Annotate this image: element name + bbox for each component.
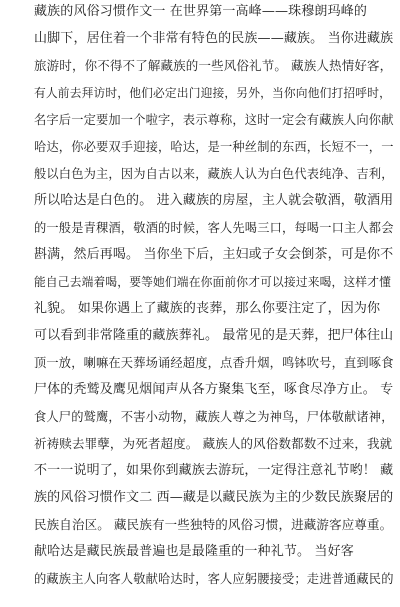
text-line: 献哈达是藏民族最普遍也是最隆重的一种礼节。 当好客 [34,544,354,559]
text-line: 能自己去端着喝，要等她们端在你面前你才可以接过来喝，这样才懂 [34,275,391,289]
text-line: 哈达，你必要双手迎接，哈达，是一种丝制的东西，长短不一，一 [34,140,394,154]
text-line: 祈祷赎去罪孽，为死者超度。 藏族人的风俗数都数不过来，我就 [34,436,393,451]
text-line: 不一一说明了，如果你到藏族去游玩，一定得注意礼节哟！ 藏 [34,463,394,478]
text-line: 食人尸的鹫鹰，不害小动物，藏族人尊之为神鸟，尸体敬献诸神， [34,410,394,424]
text-line: 顶一放，喇嘛在天葬场诵经超度，点香升烟，鸣钵吹号，直到啄食 [34,356,394,370]
text-line: 尸体的秃鹫及鹰见烟闻声从各方聚集飞至，啄食尽净方止。 专 [34,382,394,397]
text-line: 所以哈达是白色的。 进入藏族的房屋，主人就会敬酒，敬酒用 [34,193,394,208]
text-line: 斟满，然后再喝。 当你坐下后，主妇或子女会倒茶，可是你不 [34,247,394,262]
text-line: 礼貌。 如果你遇上了藏族的丧葬，那么你要注定了，因为你 [34,301,381,316]
text-line: 般以白色为主，因为自古以来，藏族人认为白色代表纯净、吉利， [34,167,394,181]
text-line: 可以看到非常隆重的藏族葬礼。 最常见的是天葬，把尸体往山 [34,328,394,343]
text-line: 山脚下，居住着一个非常有特色的民族——藏族。 当你进藏族 [34,31,394,46]
text-line: 旅游时，你不得不了解藏族的一些风俗礼节。 藏族人热情好客， [34,58,393,73]
text-line: 的一般是青稞酒，敬酒的时候，客人先喝三口，每喝一口主人都会 [34,221,394,235]
text-line: 藏族的风俗习惯作文一 在世界第一高峰——珠穆朗玛峰的 [34,4,368,19]
text-line: 民族自治区。 藏民族有一些独特的风俗习惯，进藏游客应尊重。 [34,517,393,532]
text-line: 族的风俗习惯作文二 西—藏是以藏民族为主的少数民族聚居的 [34,490,394,505]
text-line: 名字后一定要加一个啦字，表示尊称，这时一定会有藏族人向你献 [34,113,394,127]
text-line: 的藏族主人向客人敬献哈达时，客人应躬腰接受；走进普通藏民的 [34,572,394,586]
text-line: 有人前去拜访时，他们必定出门迎接，另外，当你向他们打招呼时， [34,86,391,100]
